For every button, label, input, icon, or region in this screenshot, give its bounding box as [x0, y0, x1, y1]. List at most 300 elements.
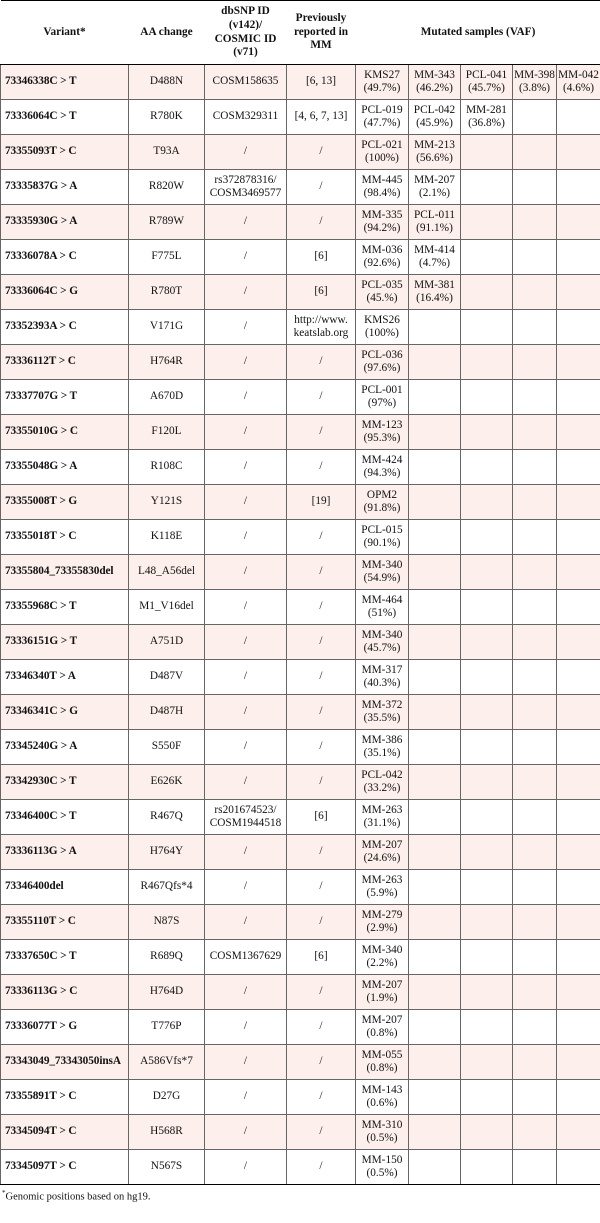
- sample-cell: [356, 380, 409, 415]
- db-id-cell: COSM329311: [205, 100, 287, 135]
- previously-reported-cell: /: [287, 205, 356, 240]
- sample-cell: [461, 310, 513, 345]
- sample-vaf: (97%): [367, 397, 397, 409]
- sample-cell: [356, 170, 409, 205]
- sample-vaf: (54.9%): [363, 572, 401, 584]
- table-row: [1, 765, 600, 800]
- db-id-cell: /: [205, 1115, 287, 1150]
- sample-cell: [409, 65, 461, 100]
- sample-cell: [513, 905, 557, 940]
- sample-cell: [409, 800, 461, 835]
- sample-cell: [557, 380, 600, 415]
- sample-cell: [513, 450, 557, 485]
- aa-change-cell: D27G: [129, 1080, 205, 1115]
- db-id-cell: /: [205, 1010, 287, 1045]
- aa-change-cell: H568R: [129, 1115, 205, 1150]
- sample-cell: [557, 310, 600, 345]
- sample-cell: [461, 170, 513, 205]
- sample-cell: [513, 485, 557, 520]
- variant-cell: 73345094T > C: [1, 1115, 129, 1150]
- db-id-cell: /: [205, 835, 287, 870]
- sample-cell: [513, 555, 557, 590]
- sample-name: MM-281: [466, 103, 507, 116]
- sample-cell: [557, 975, 600, 1010]
- sample-cell: [409, 870, 461, 905]
- sample-cell: [409, 240, 461, 275]
- sample-cell: [409, 625, 461, 660]
- sample-vaf: (35.1%): [363, 747, 401, 759]
- sample-vaf: (0.8%): [366, 1062, 398, 1074]
- sample-vaf: (51%): [367, 607, 397, 619]
- sample-vaf: (5.9%): [366, 887, 398, 899]
- sample-cell: [461, 65, 513, 100]
- sample-cell: [356, 135, 409, 170]
- sample-cell: [557, 1080, 600, 1115]
- sample-cell: [409, 905, 461, 940]
- sample-cell: [409, 100, 461, 135]
- sample-name: PCL-015: [361, 523, 403, 536]
- aa-change-cell: A670D: [129, 380, 205, 415]
- sample-cell: [409, 765, 461, 800]
- previously-reported-cell: /: [287, 835, 356, 870]
- sample-name: MM-150: [361, 1153, 403, 1166]
- sample-cell: [461, 520, 513, 555]
- sample-cell: [557, 65, 600, 100]
- header-variant: Variant*: [1, 1, 129, 65]
- table-row: [1, 415, 600, 450]
- sample-cell: [356, 835, 409, 870]
- sample-name: MM-335: [361, 208, 403, 221]
- db-id-cell: COSM158635: [205, 65, 287, 100]
- previously-reported-cell: /: [287, 625, 356, 660]
- sample-cell: [356, 205, 409, 240]
- sample-name: PCL-035: [361, 278, 403, 291]
- sample-vaf: (100%): [365, 327, 399, 339]
- sample-cell: [513, 660, 557, 695]
- variant-cell: 73355804_73355830del: [1, 555, 129, 590]
- variant-cell: 73352393A > C: [1, 310, 129, 345]
- sample-name: MM-464: [361, 593, 403, 606]
- variant-cell: 73335837G > A: [1, 170, 129, 205]
- table-row: [1, 240, 600, 275]
- sample-cell: [356, 800, 409, 835]
- sample-name: MM-279: [361, 908, 403, 921]
- previously-reported-cell: /: [287, 1045, 356, 1080]
- aa-change-cell: N87S: [129, 905, 205, 940]
- sample-name: MM-317: [361, 663, 403, 676]
- header-previously-reported: Previously reported in MM: [287, 1, 356, 65]
- sample-vaf: (0.8%): [366, 1027, 398, 1039]
- sample-name: MM-343: [414, 68, 455, 81]
- db-id-cell: /: [205, 310, 287, 345]
- previously-reported-cell: /: [287, 520, 356, 555]
- aa-change-cell: R689Q: [129, 940, 205, 975]
- db-id-cell: /: [205, 415, 287, 450]
- sample-cell: [513, 170, 557, 205]
- table-row: [1, 310, 600, 345]
- sample-vaf: (2.2%): [366, 957, 398, 969]
- table-row: [1, 1010, 600, 1045]
- sample-cell: [356, 1045, 409, 1080]
- sample-cell: [557, 135, 600, 170]
- sample-vaf: (0.5%): [366, 1132, 398, 1144]
- variant-cell: 73355048G > A: [1, 450, 129, 485]
- header-mutated-samples: Mutated samples (VAF): [356, 1, 600, 65]
- sample-vaf: (97.6%): [363, 362, 401, 374]
- sample-name: PCL-041: [465, 68, 508, 81]
- sample-cell: [557, 1045, 600, 1080]
- sample-cell: [513, 415, 557, 450]
- variant-cell: 73336078A > C: [1, 240, 129, 275]
- variant-cell: 73355008T > G: [1, 485, 129, 520]
- previously-reported-cell: /: [287, 905, 356, 940]
- sample-cell: [513, 695, 557, 730]
- sample-cell: [356, 940, 409, 975]
- sample-cell: [513, 275, 557, 310]
- previously-reported-cell: /: [287, 170, 356, 205]
- aa-change-cell: L48_A56del: [129, 555, 205, 590]
- table-row: [1, 1150, 600, 1185]
- sample-name: PCL-001: [361, 383, 403, 396]
- table-row: [1, 975, 600, 1010]
- sample-name: MM-310: [361, 1118, 403, 1131]
- table-body: [1, 65, 600, 1185]
- db-id-cell: /: [205, 625, 287, 660]
- db-id-cell: /: [205, 975, 287, 1010]
- sample-cell: [513, 975, 557, 1010]
- sample-cell: [356, 310, 409, 345]
- footnote-text: Genomic positions based on hg19.: [5, 1191, 151, 1203]
- sample-cell: [461, 1045, 513, 1080]
- sample-cell: [461, 625, 513, 660]
- sample-cell: [513, 65, 557, 100]
- table-row: [1, 100, 600, 135]
- sample-vaf: (0.6%): [366, 1097, 398, 1109]
- sample-cell: [356, 1080, 409, 1115]
- sample-cell: [513, 310, 557, 345]
- sample-cell: [513, 135, 557, 170]
- sample-vaf: (35.5%): [363, 712, 401, 724]
- aa-change-cell: N567S: [129, 1150, 205, 1185]
- sample-name: MM-143: [361, 1083, 403, 1096]
- sample-vaf: (94.3%): [363, 467, 401, 479]
- previously-reported-cell: [6, 13]: [287, 65, 356, 100]
- aa-change-cell: R820W: [129, 170, 205, 205]
- sample-cell: [409, 835, 461, 870]
- sample-cell: [557, 555, 600, 590]
- sample-name: MM-381: [414, 278, 455, 291]
- sample-cell: [356, 590, 409, 625]
- aa-change-cell: H764Y: [129, 835, 205, 870]
- sample-name: MM-372: [361, 698, 403, 711]
- sample-cell: [356, 905, 409, 940]
- sample-cell: [409, 975, 461, 1010]
- sample-cell: [461, 870, 513, 905]
- table-row: [1, 800, 600, 835]
- sample-vaf: (24.6%): [363, 852, 401, 864]
- aa-change-cell: F775L: [129, 240, 205, 275]
- db-id-cell: /: [205, 660, 287, 695]
- sample-cell: [513, 590, 557, 625]
- sample-cell: [557, 415, 600, 450]
- table-row: [1, 345, 600, 380]
- variant-cell: 73345097T > C: [1, 1150, 129, 1185]
- variant-cell: 73355968C > T: [1, 590, 129, 625]
- aa-change-cell: D488N: [129, 65, 205, 100]
- sample-cell: [461, 975, 513, 1010]
- variant-cell: 73346338C > T: [1, 65, 129, 100]
- table-row: [1, 1045, 600, 1080]
- sample-cell: [557, 345, 600, 380]
- sample-cell: [461, 940, 513, 975]
- sample-vaf: (91.1%): [416, 222, 453, 234]
- sample-vaf: (4.7%): [418, 257, 451, 269]
- sample-cell: [461, 835, 513, 870]
- db-id-cell: /: [205, 730, 287, 765]
- sample-name: KMS26: [364, 313, 400, 326]
- db-id-cell: /: [205, 590, 287, 625]
- previously-reported-cell: /: [287, 380, 356, 415]
- sample-name: MM-445: [361, 173, 403, 186]
- sample-cell: [557, 240, 600, 275]
- table-row: [1, 485, 600, 520]
- variant-cell: 73335930G > A: [1, 205, 129, 240]
- previously-reported-cell: http://www. keatslab.org: [287, 310, 356, 345]
- sample-cell: [557, 1115, 600, 1150]
- variant-cell: 73336077T > G: [1, 1010, 129, 1045]
- sample-cell: [557, 870, 600, 905]
- variant-cell: 73346400C > T: [1, 800, 129, 835]
- sample-cell: [513, 240, 557, 275]
- db-id-cell: /: [205, 870, 287, 905]
- sample-cell: [513, 205, 557, 240]
- sample-cell: [409, 135, 461, 170]
- aa-change-cell: R780T: [129, 275, 205, 310]
- sample-cell: [461, 345, 513, 380]
- sample-cell: [513, 800, 557, 835]
- sample-cell: [356, 345, 409, 380]
- table-row: [1, 660, 600, 695]
- db-id-cell: /: [205, 1150, 287, 1185]
- sample-name: MM-386: [361, 733, 403, 746]
- sample-cell: [409, 310, 461, 345]
- sample-cell: [461, 450, 513, 485]
- sample-vaf: (46.2%): [416, 82, 453, 94]
- aa-change-cell: T93A: [129, 135, 205, 170]
- previously-reported-cell: [6]: [287, 940, 356, 975]
- table-header: [1, 1, 600, 65]
- sample-cell: [513, 1045, 557, 1080]
- aa-change-cell: R789W: [129, 205, 205, 240]
- aa-change-cell: R467Qfs*4: [129, 870, 205, 905]
- sample-vaf: (45.7%): [363, 642, 401, 654]
- sample-cell: [557, 695, 600, 730]
- footnote: [0, 1189, 600, 1203]
- sample-name: MM-207: [361, 978, 403, 991]
- db-id-cell: /: [205, 905, 287, 940]
- sample-vaf: (98.4%): [363, 187, 401, 199]
- sample-cell: [557, 940, 600, 975]
- sample-vaf: (45.9%): [416, 117, 453, 129]
- sample-cell: [513, 835, 557, 870]
- sample-cell: [557, 800, 600, 835]
- aa-change-cell: M1_V16del: [129, 590, 205, 625]
- sample-cell: [356, 1150, 409, 1185]
- previously-reported-cell: /: [287, 415, 356, 450]
- aa-change-cell: K118E: [129, 520, 205, 555]
- sample-name: MM-340: [361, 628, 403, 641]
- sample-cell: [356, 765, 409, 800]
- sample-cell: [557, 1010, 600, 1045]
- table-row: [1, 625, 600, 660]
- sample-cell: [409, 940, 461, 975]
- variant-cell: 73336064C > T: [1, 100, 129, 135]
- table-row: [1, 135, 600, 170]
- db-id-cell: /: [205, 345, 287, 380]
- variant-cell: 73336112T > C: [1, 345, 129, 380]
- variant-cell: 73355018T > C: [1, 520, 129, 555]
- sample-vaf: (45.%): [366, 292, 398, 304]
- sample-name: MM-123: [361, 418, 403, 431]
- sample-vaf: (92.6%): [363, 257, 401, 269]
- sample-cell: [461, 905, 513, 940]
- sample-vaf: (31.1%): [363, 817, 401, 829]
- table-row: [1, 170, 600, 205]
- previously-reported-cell: /: [287, 135, 356, 170]
- sample-name: PCL-042: [361, 768, 403, 781]
- sample-cell: [513, 345, 557, 380]
- sample-cell: [557, 205, 600, 240]
- sample-cell: [409, 555, 461, 590]
- header-db-id: dbSNP ID (v142)/ COSMIC ID (v71): [205, 1, 287, 65]
- variant-cell: 73336113G > C: [1, 975, 129, 1010]
- sample-name: MM-042: [558, 68, 599, 81]
- table-row: [1, 275, 600, 310]
- sample-cell: [557, 485, 600, 520]
- sample-name: MM-414: [414, 243, 455, 256]
- aa-change-cell: R467Q: [129, 800, 205, 835]
- sample-cell: [409, 1150, 461, 1185]
- db-id-cell: /: [205, 765, 287, 800]
- sample-cell: [513, 730, 557, 765]
- sample-cell: [461, 1010, 513, 1045]
- sample-cell: [461, 1080, 513, 1115]
- sample-name: MM-055: [361, 1048, 403, 1061]
- aa-change-cell: H764R: [129, 345, 205, 380]
- previously-reported-cell: [6]: [287, 800, 356, 835]
- sample-cell: [356, 660, 409, 695]
- sample-cell: [461, 765, 513, 800]
- sample-cell: [461, 485, 513, 520]
- sample-cell: [356, 1115, 409, 1150]
- sample-name: KMS27: [364, 68, 400, 81]
- sample-cell: [461, 240, 513, 275]
- sample-cell: [409, 730, 461, 765]
- sample-cell: [356, 1010, 409, 1045]
- sample-vaf: (3.8%): [518, 82, 551, 94]
- table-row: [1, 205, 600, 240]
- aa-change-cell: A586Vfs*7: [129, 1045, 205, 1080]
- aa-change-cell: F120L: [129, 415, 205, 450]
- sample-cell: [409, 1080, 461, 1115]
- sample-cell: [461, 275, 513, 310]
- sample-cell: [461, 1115, 513, 1150]
- db-id-cell: /: [205, 135, 287, 170]
- aa-change-cell: T776P: [129, 1010, 205, 1045]
- sample-vaf: (100%): [365, 152, 399, 164]
- sample-cell: [461, 205, 513, 240]
- sample-cell: [557, 835, 600, 870]
- sample-name: PCL-011: [413, 208, 455, 221]
- sample-name: PCL-042: [413, 103, 456, 116]
- db-id-cell: rs201674523/ COSM1944518: [205, 800, 287, 835]
- variant-cell: 73355891T > C: [1, 1080, 129, 1115]
- sample-vaf: (2.1%): [418, 187, 451, 199]
- sample-cell: [461, 730, 513, 765]
- db-id-cell: COSM1367629: [205, 940, 287, 975]
- sample-cell: [513, 520, 557, 555]
- sample-cell: [356, 485, 409, 520]
- db-id-cell: /: [205, 205, 287, 240]
- variant-cell: 73343049_73343050insA: [1, 1045, 129, 1080]
- sample-cell: [557, 275, 600, 310]
- sample-cell: [557, 450, 600, 485]
- aa-change-cell: R780K: [129, 100, 205, 135]
- sample-cell: [356, 870, 409, 905]
- variant-cell: 73355093T > C: [1, 135, 129, 170]
- sample-cell: [461, 415, 513, 450]
- sample-vaf: (90.1%): [363, 537, 401, 549]
- sample-cell: [356, 625, 409, 660]
- sample-cell: [356, 555, 409, 590]
- sample-cell: [513, 1150, 557, 1185]
- sample-cell: [461, 1150, 513, 1185]
- table-row: [1, 1080, 600, 1115]
- sample-cell: [557, 100, 600, 135]
- sample-cell: [409, 485, 461, 520]
- table-row: [1, 520, 600, 555]
- header-aa-change: AA change: [129, 1, 205, 65]
- sample-cell: [557, 905, 600, 940]
- aa-change-cell: E626K: [129, 765, 205, 800]
- variant-cell: 73336151G > T: [1, 625, 129, 660]
- sample-cell: [356, 415, 409, 450]
- sample-vaf: (40.3%): [363, 677, 401, 689]
- previously-reported-cell: /: [287, 555, 356, 590]
- aa-change-cell: D487H: [129, 695, 205, 730]
- db-id-cell: /: [205, 1045, 287, 1080]
- sample-cell: [409, 520, 461, 555]
- sample-cell: [409, 660, 461, 695]
- sample-cell: [513, 940, 557, 975]
- sample-cell: [557, 625, 600, 660]
- table-row: [1, 1115, 600, 1150]
- table-row: [1, 835, 600, 870]
- variant-cell: 73337707G > T: [1, 380, 129, 415]
- previously-reported-cell: [19]: [287, 485, 356, 520]
- table-row: [1, 940, 600, 975]
- variant-cell: 73337650C > T: [1, 940, 129, 975]
- sample-cell: [557, 170, 600, 205]
- db-id-cell: /: [205, 520, 287, 555]
- sample-vaf: (2.9%): [366, 922, 398, 934]
- db-id-cell: /: [205, 485, 287, 520]
- sample-cell: [557, 1150, 600, 1185]
- db-id-cell: /: [205, 240, 287, 275]
- variant-cell: 73346341C > G: [1, 695, 129, 730]
- db-id-cell: /: [205, 695, 287, 730]
- sample-cell: [513, 625, 557, 660]
